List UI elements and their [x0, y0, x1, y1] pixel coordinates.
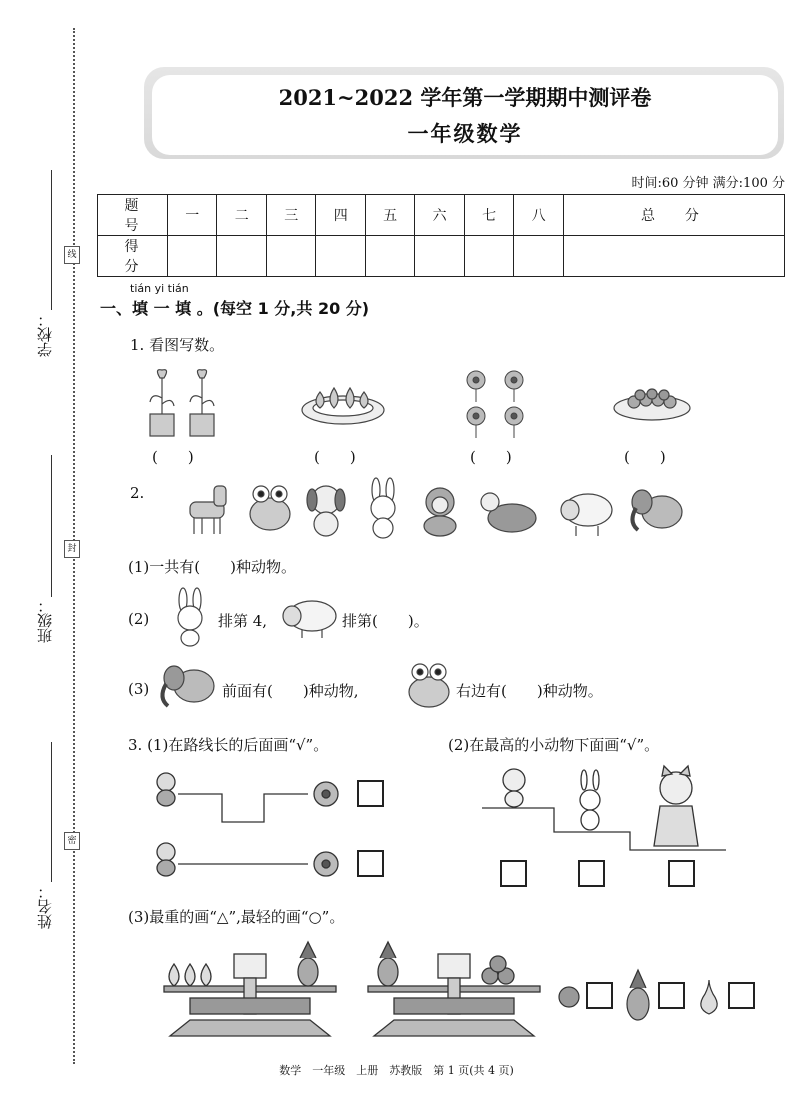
q1-blank[interactable]: ( ) [624, 448, 666, 466]
score-input-cell[interactable] [217, 236, 266, 277]
score-cell: 得 分 [98, 236, 168, 277]
height-diagram [480, 766, 730, 858]
page-title: 2021~2022 学年第一学期期中测评卷 [278, 85, 652, 110]
q3-weight-answer-box[interactable] [586, 982, 613, 1009]
fruit-plate-icon [612, 382, 692, 422]
rabbit-icon [170, 588, 210, 646]
rabbit-icon [371, 478, 395, 538]
q2-sub1: (1)一共有( )种动物。 [128, 558, 296, 576]
cat-icon [654, 766, 698, 846]
q2-sub2-a: 排第 4, [218, 612, 268, 630]
section-title: 一、填 一 填 。(每空 1 分,共 20 分) [100, 299, 370, 318]
q2-sub2-num: (2) [128, 610, 150, 628]
turtle-icon [481, 493, 536, 532]
pears-plate-icon [300, 378, 386, 426]
score-input-cell[interactable] [514, 236, 563, 277]
frog-icon [250, 486, 290, 530]
q2-sub3-a: 前面有( )种动物, [222, 682, 359, 700]
page-footer: 数学 一年级 上册 苏教版 第 1 页(共 4 页) [279, 1064, 514, 1077]
score-cell: 三 [266, 195, 315, 236]
score-table-header-row [98, 195, 785, 236]
balance-scale-1 [160, 940, 340, 1040]
apple-icon [556, 984, 582, 1008]
flower-pots-icon [144, 368, 220, 440]
bee-icon [157, 773, 175, 806]
pear-icon [696, 978, 722, 1016]
q2-number: 2. [130, 484, 145, 502]
frog-icon [406, 660, 452, 710]
dog-icon [307, 486, 345, 536]
mark-line: 线 [64, 246, 80, 264]
sheep-icon [280, 596, 338, 640]
rabbit-icon [580, 770, 600, 830]
score-input-cell[interactable] [316, 236, 365, 277]
animal-row [184, 480, 694, 540]
school-label: 学校： [36, 312, 54, 357]
score-cell: 题 号 [98, 195, 168, 236]
score-cell: 总 分 [563, 195, 784, 236]
q3-height-answer-box[interactable] [668, 860, 695, 887]
score-input-cell[interactable] [365, 236, 414, 277]
sheep-icon [561, 494, 612, 536]
elephant-icon [156, 662, 216, 710]
bee-icon [157, 843, 175, 876]
q3-sub2: (2)在最高的小动物下面画“√”。 [448, 736, 660, 754]
apples-icon [482, 956, 514, 984]
name-label: 姓名： [36, 884, 54, 929]
score-cell: 七 [464, 195, 513, 236]
q2-sub2-b: 排第( )。 [342, 612, 429, 630]
score-cell: 八 [514, 195, 563, 236]
q2-sub3-num: (3) [128, 680, 150, 698]
q3-weight-answer-box[interactable] [658, 982, 685, 1009]
elephant-icon [632, 490, 682, 530]
score-table-score-row [98, 236, 785, 277]
monkey-icon [424, 488, 456, 536]
score-input-cell[interactable] [266, 236, 315, 277]
class-label: 班级： [36, 598, 54, 643]
q3-sub3: (3)最重的画“△”,最轻的画“○”。 [128, 908, 345, 926]
pineapple-icon [624, 970, 652, 1022]
q3-height-answer-box[interactable] [578, 860, 605, 887]
page-subtitle: 一年级数学 [407, 121, 523, 146]
q1-blank[interactable]: ( ) [314, 448, 356, 466]
q2-sub3-b: 右边有( )种动物。 [456, 682, 603, 700]
flower-icon [314, 782, 338, 806]
q1-blank[interactable]: ( ) [152, 448, 194, 466]
score-cell: 一 [168, 195, 217, 236]
score-input-cell[interactable] [563, 236, 784, 277]
q3-route-answer-box[interactable] [357, 780, 384, 807]
balance-scale-2 [364, 940, 544, 1040]
pineapple-icon [378, 942, 398, 986]
q3-height-answer-box[interactable] [500, 860, 527, 887]
q3-weight-answer-box[interactable] [728, 982, 755, 1009]
school-underline [51, 170, 52, 310]
mark-close: 密 [64, 832, 80, 850]
pineapple-icon [298, 942, 318, 986]
route-diagram [148, 766, 358, 896]
pears-icon [169, 964, 211, 986]
mark-seal: 封 [64, 540, 80, 558]
q3-route-answer-box[interactable] [357, 850, 384, 877]
score-cell: 五 [365, 195, 414, 236]
q1-title: 1. 看图写数。 [130, 336, 225, 354]
score-cell: 二 [217, 195, 266, 236]
horse-icon [190, 486, 226, 534]
class-underline [51, 455, 52, 597]
name-underline [51, 742, 52, 882]
score-cell: 六 [415, 195, 464, 236]
dog-icon [503, 769, 525, 807]
score-cell: 四 [316, 195, 365, 236]
score-input-cell[interactable] [415, 236, 464, 277]
time-info: 时间:60 分钟 满分:100 分 [631, 176, 785, 191]
flowers-icon [458, 366, 534, 440]
flower-icon [314, 852, 338, 876]
score-input-cell[interactable] [464, 236, 513, 277]
q1-blank[interactable]: ( ) [470, 448, 512, 466]
section-pinyin: tián yi tián [130, 282, 189, 295]
q3-sub1: 3. (1)在路线长的后面画“√”。 [128, 736, 329, 754]
score-table [97, 194, 785, 277]
